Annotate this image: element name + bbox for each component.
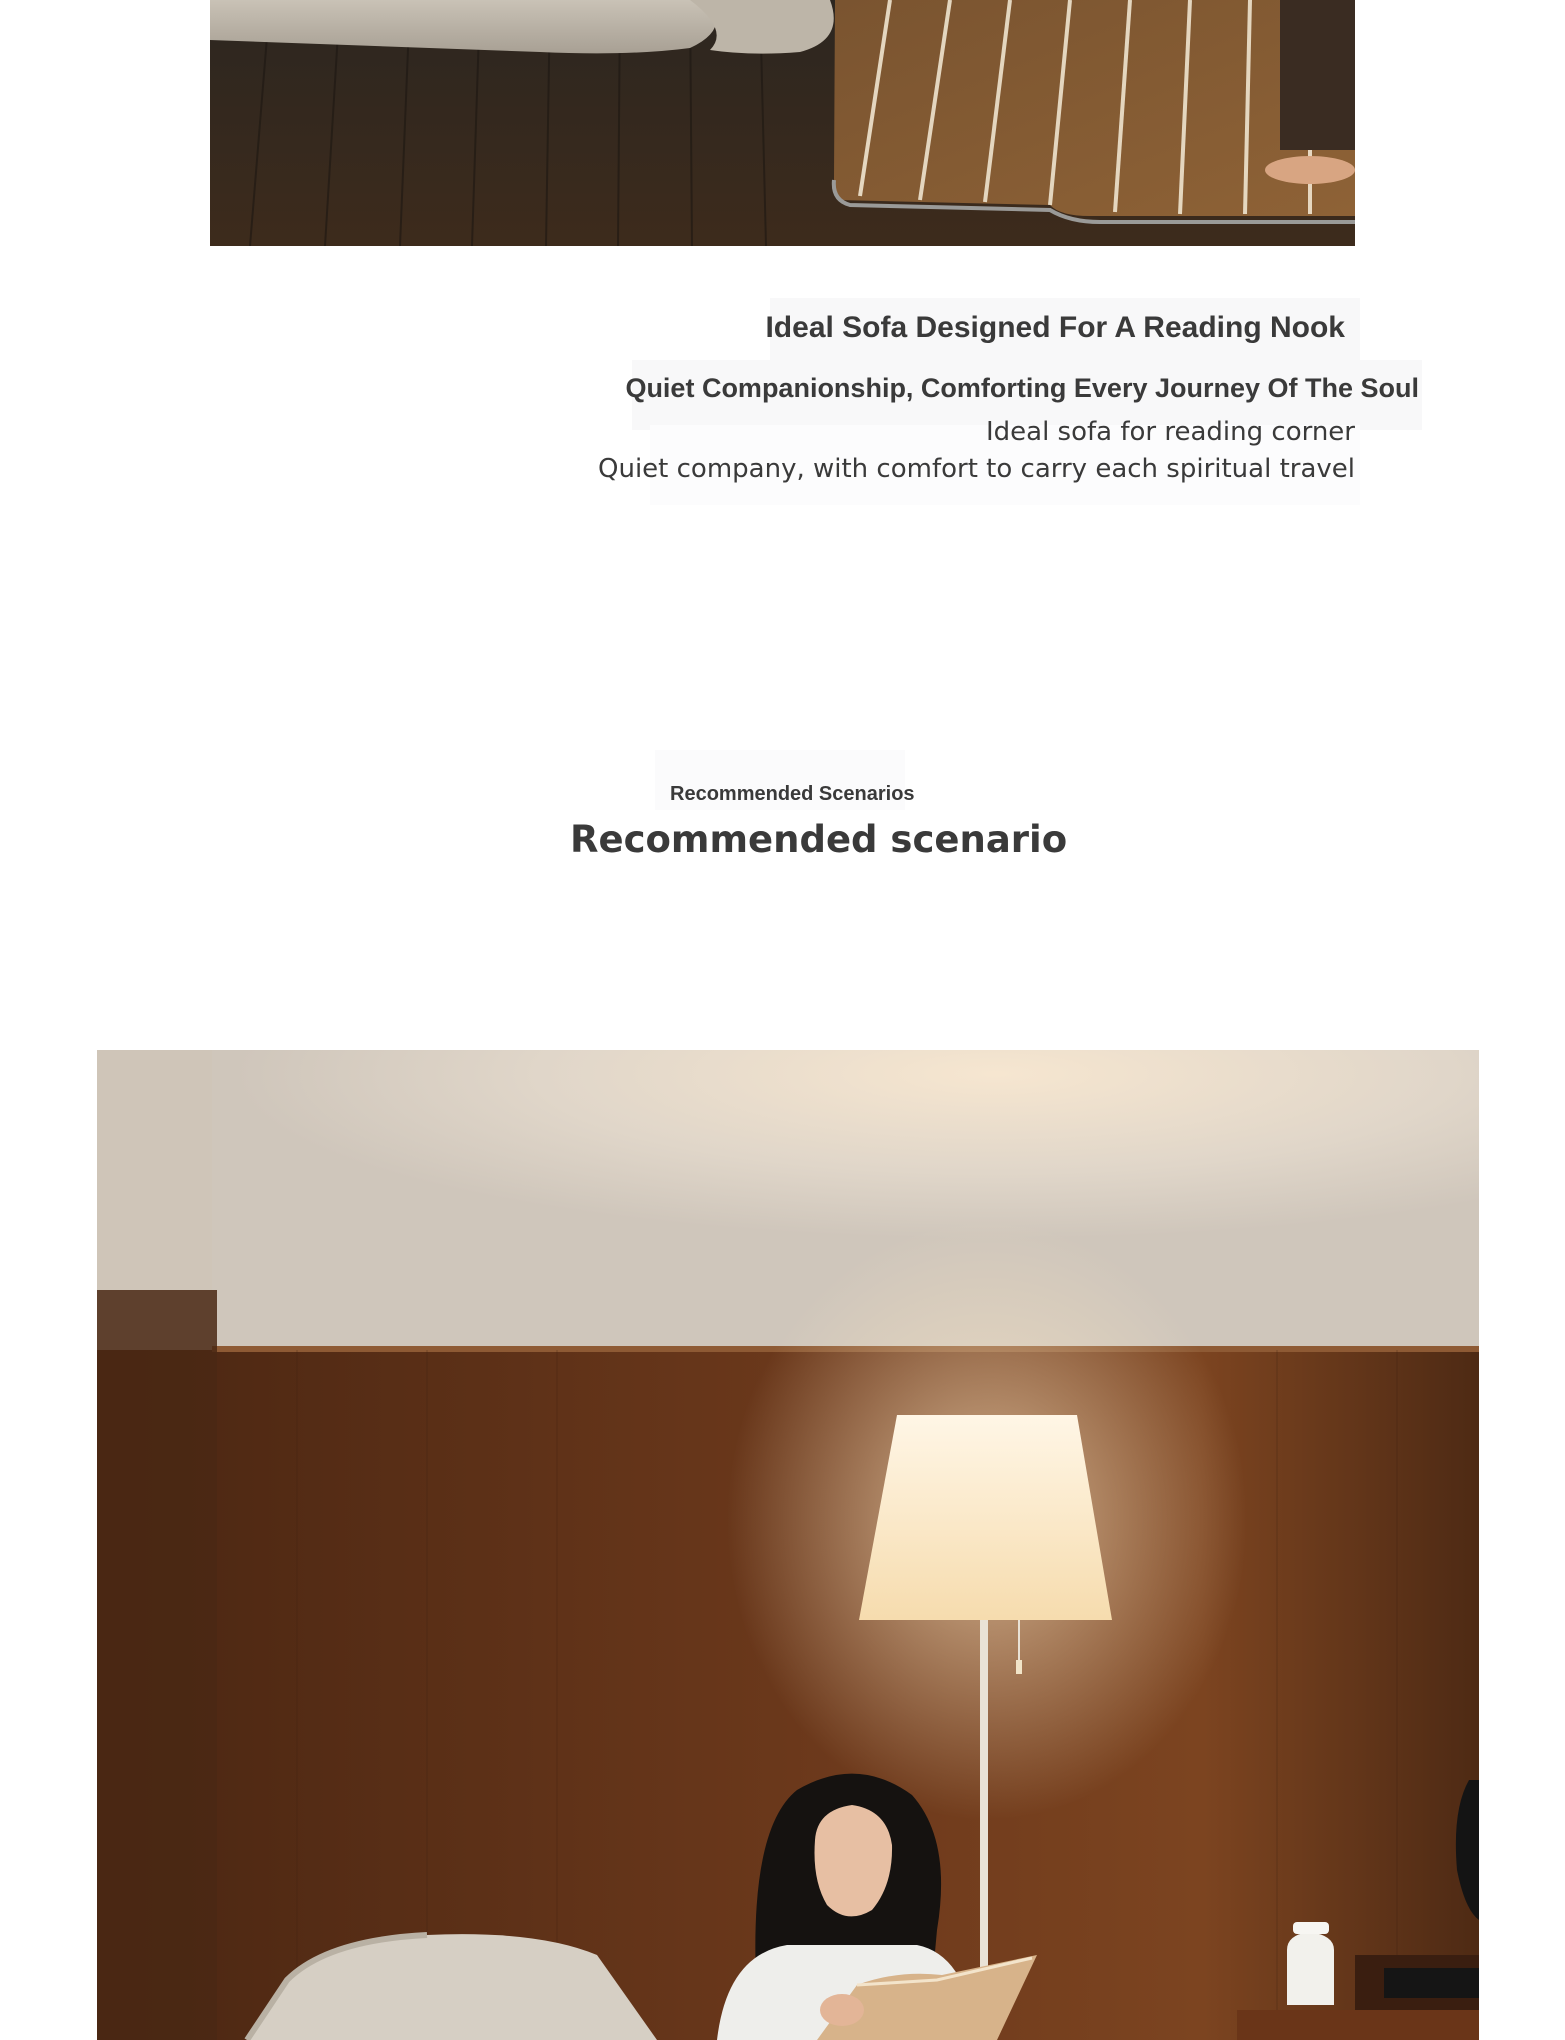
sofa-rug-photo	[210, 0, 1355, 246]
feature-overlay-title: Ideal Sofa Designed For A Reading Nook	[765, 311, 1345, 344]
feature-title: Ideal sofa for reading corner	[985, 417, 1355, 447]
sofa-rug-photo-graphic	[210, 0, 1355, 246]
recommended-overlay-heading: Recommended Scenarios	[670, 783, 915, 805]
feature-subtitle: Quiet company, with comfort to carry each spiritual travel	[598, 454, 1355, 484]
reading-scenario-photo-graphic	[97, 1050, 1479, 2040]
reading-scenario-photo	[97, 1050, 1479, 2040]
feature-overlay-subtitle: Quiet Companionship, Comforting Every Journey Of The Soul	[625, 373, 1419, 403]
recommended-heading: Recommended scenario	[570, 818, 1068, 861]
